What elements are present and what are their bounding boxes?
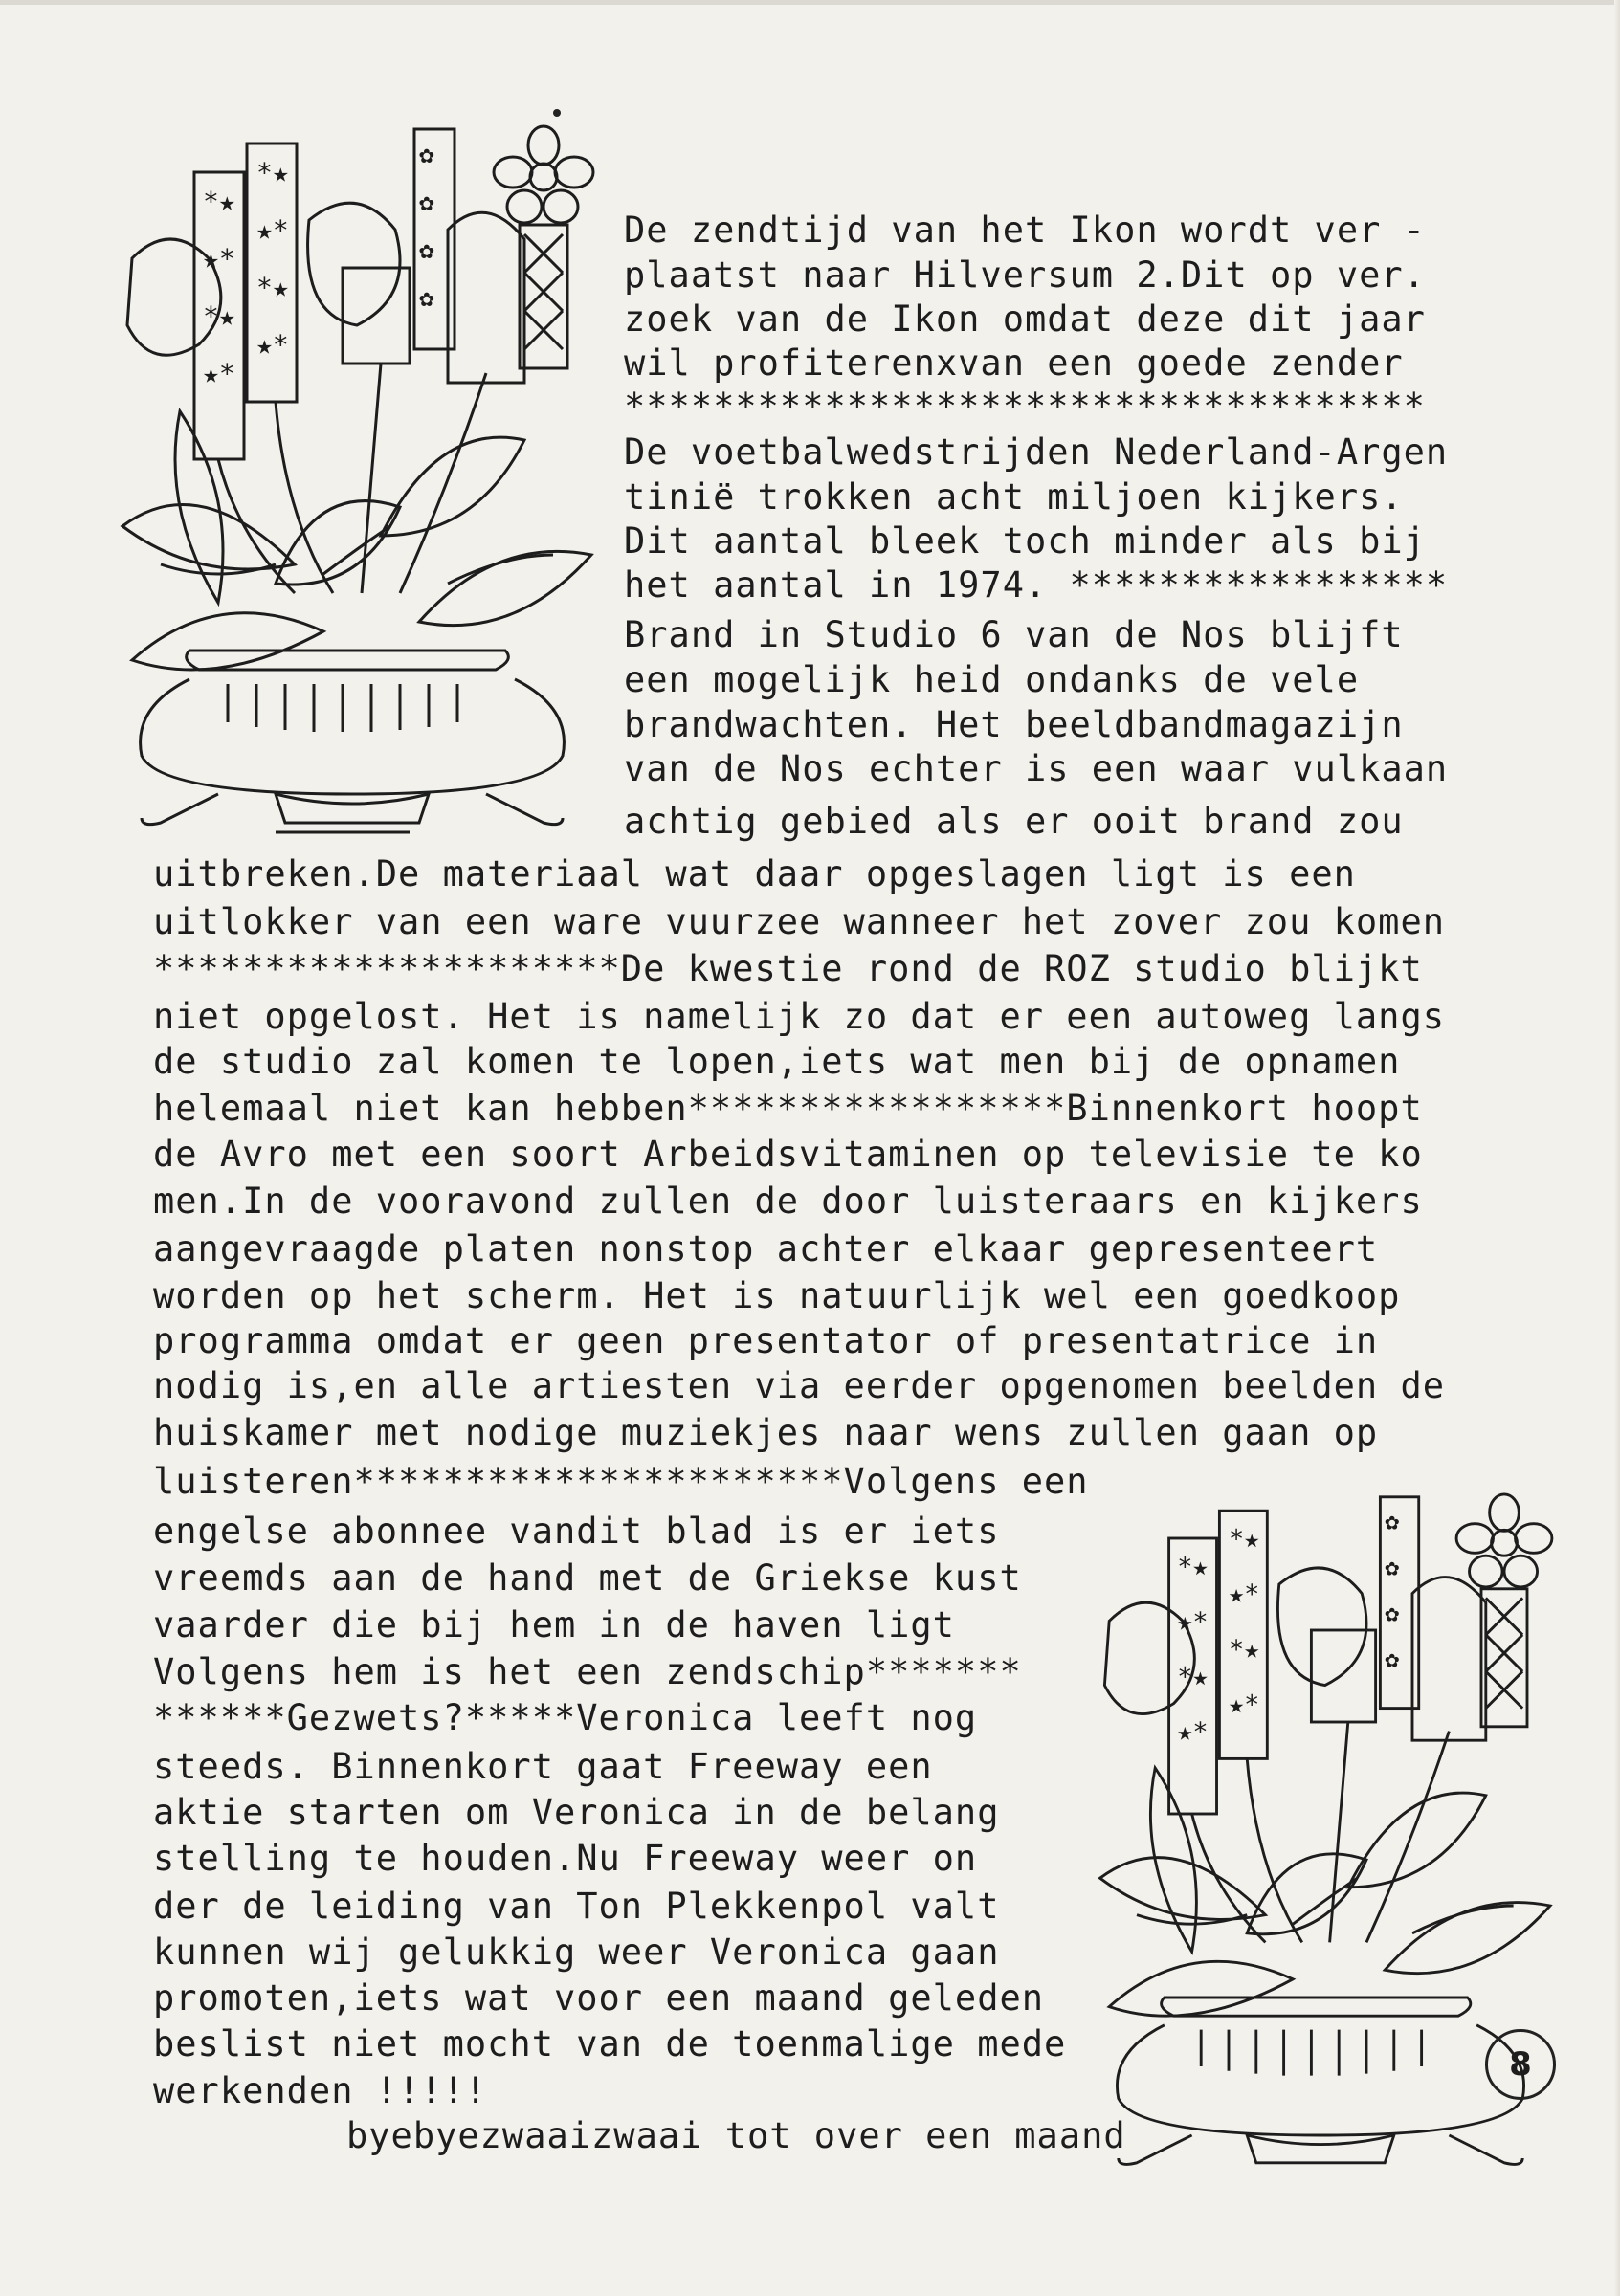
article-line: Volgens hem is het een zendschip******* — [153, 1651, 1022, 1692]
svg-text:★*: ★* — [256, 214, 289, 246]
article-line: de studio zal komen te lopen,iets wat men bij de opnamen — [153, 1041, 1401, 1082]
article-line: stelling te houden.Nu Freeway weer on — [153, 1838, 978, 1879]
svg-text:✿: ✿ — [419, 141, 434, 169]
article-line: zoek van de Ikon omdat deze dit jaar — [624, 298, 1426, 340]
svg-text:✿: ✿ — [1385, 1507, 1400, 1535]
svg-text:★*: ★* — [256, 329, 289, 361]
article-line: het aantal in 1974. ***************** — [624, 564, 1449, 606]
article-line: een mogelijk heid ondanks de vele — [624, 659, 1360, 700]
article-line: Dit aantal bleek toch minder als bij — [624, 520, 1426, 562]
paper-right-edge — [1614, 0, 1620, 2296]
plant-pot-drawing — [103, 124, 601, 842]
page-number: 8 — [1485, 2029, 1556, 2100]
article-line: vreemds aan de hand met de Griekse kust — [153, 1557, 1022, 1599]
article-line: tiniё trokken acht miljoen kijkers. — [624, 476, 1404, 518]
separator-stars: ************************************ — [624, 386, 1426, 427]
article-line: uitlokker van een ware vuurzee wanneer het zover zou komen — [153, 901, 1446, 942]
svg-text:★*: ★* — [1177, 1607, 1209, 1637]
svg-text:★*: ★* — [1229, 1689, 1260, 1720]
svg-text:*★: *★ — [1229, 1524, 1260, 1555]
article-line: nodig is,en alle artiesten via eerder opgenomen beelden de — [153, 1365, 1446, 1406]
article-line: promoten,iets wat voor een maand geleden — [153, 1977, 1045, 2019]
svg-text:★*: ★* — [1177, 1717, 1209, 1748]
article-line: De zendtijd van het Ikon wordt ver - — [624, 210, 1426, 251]
svg-text:✿: ✿ — [419, 284, 434, 313]
svg-text:★*: ★* — [203, 358, 235, 389]
article-line: de Avro met een soort Arbeidsvitaminen op televisie te ko — [153, 1134, 1423, 1175]
svg-text:*★: *★ — [1229, 1634, 1260, 1665]
paper-top-edge — [0, 0, 1620, 5]
ink-dot — [553, 109, 561, 117]
svg-text:*★: *★ — [256, 157, 289, 188]
article-line: kunnen wij gelukkig weer Veronica gaan — [153, 1932, 1000, 1973]
svg-text:✿: ✿ — [1385, 1599, 1400, 1627]
article-line: *********************De kwestie rond de ROZ studio blijkt — [153, 948, 1423, 989]
svg-text:✿: ✿ — [1385, 1645, 1400, 1673]
article-line: De voetbalwedstrijden Nederland-Argen — [624, 431, 1449, 473]
article-line: ******Gezwets?*****Veronica leeft nog — [153, 1697, 978, 1738]
svg-text:*★: *★ — [203, 300, 235, 332]
article-line: van de Nos echter is een waar vulkaan — [624, 748, 1449, 789]
article-line: huiskamer met nodige muziekjes naar wens zullen gaan op — [153, 1412, 1379, 1453]
article-line: uitbreken.De materiaal wat daar opgeslagen ligt is een — [153, 853, 1356, 894]
article-line: vaarder die bij hem in de haven ligt — [153, 1604, 955, 1645]
svg-text:★*: ★* — [1229, 1579, 1260, 1610]
article-line: steeds. Binnenkort gaat Freeway een — [153, 1746, 933, 1787]
svg-text:*★: *★ — [1177, 1552, 1209, 1582]
article-line: niet opgelost. Het is namelijk zo dat er een autoweg langs — [153, 996, 1446, 1037]
svg-text:★*: ★* — [203, 243, 235, 275]
article-line: engelse abonnee vandit blad is er iets — [153, 1511, 1000, 1552]
svg-text:✿: ✿ — [1385, 1553, 1400, 1581]
svg-text:*★: *★ — [1177, 1662, 1209, 1692]
article-line: achtig gebied als er ooit brand zou — [624, 801, 1404, 842]
article-line: aktie starten om Veronica in de belang — [153, 1792, 1000, 1833]
article-line: luisteren**********************Volgens een — [153, 1461, 1089, 1502]
article-line: wil profiterenxvan een goede zender — [624, 342, 1404, 384]
article-line: programma omdat er geen presentator of presentatrice in — [153, 1320, 1379, 1361]
article-line: plaatst naar Hilversum 2.Dit op ver. — [624, 254, 1426, 296]
svg-text:✿: ✿ — [419, 188, 434, 217]
article-line: helemaal niet kan hebben*****************Binnenkort hoopt — [153, 1088, 1423, 1129]
article-line: men.In de vooravond zullen de door luisteraars en kijkers — [153, 1181, 1423, 1222]
svg-text:*★: *★ — [203, 186, 235, 217]
article-line: beslist niet mocht van de toenmalige mede — [153, 2023, 1067, 2064]
article-line: Brand in Studio 6 van de Nos blijft — [624, 614, 1404, 655]
plant-pot-illustration-top — [103, 124, 601, 842]
article-line: der de leiding van Ton Plekkenpol valt — [153, 1886, 1000, 1927]
svg-text:*★: *★ — [256, 272, 289, 303]
article-line: worden op het scherm. Het is natuurlijk wel een goedkoop — [153, 1275, 1401, 1316]
article-line: aangevraagde platen nonstop achter elkaar gepresenteert — [153, 1228, 1379, 1269]
closing-line: byebyezwaaizwaai tot over een maand — [346, 2115, 1126, 2156]
article-line: brandwachten. Het beeldbandmagazijn — [624, 704, 1404, 745]
article-line: werkenden !!!!! — [153, 2070, 488, 2111]
svg-text:✿: ✿ — [419, 236, 434, 265]
